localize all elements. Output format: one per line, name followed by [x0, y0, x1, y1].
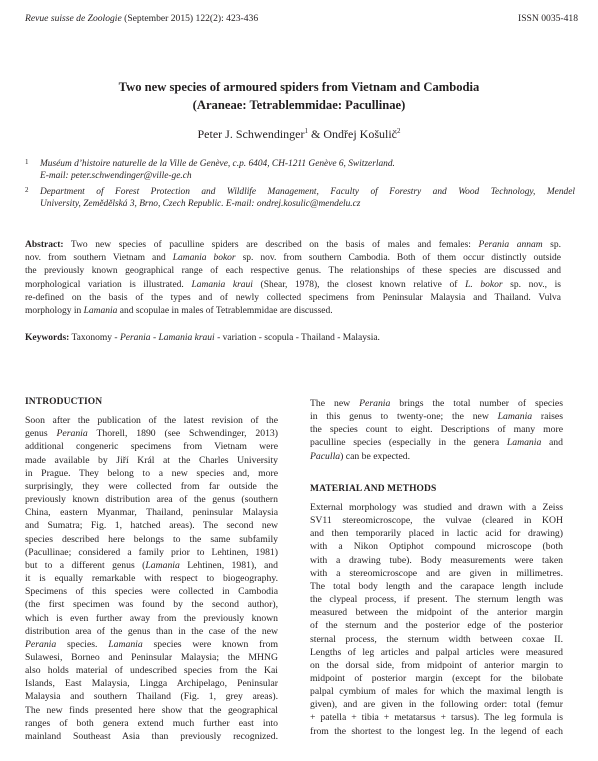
left-column	[25, 396, 278, 743]
species-name: L. bokor	[465, 279, 503, 290]
author-separator: &	[307, 127, 324, 141]
text-line: given), and are given in the following order: total (femur	[310, 699, 563, 711]
abstract-line: morphological variation is illustrated. Lamania kraui (Shear, 1978), the closest known relative of L. bokor sp. nov., is	[25, 279, 562, 290]
article-title	[20, 79, 578, 114]
introduction-heading: INTRODUCTION	[25, 397, 103, 407]
text-line: in Prague. They belong to a new species and, more	[25, 467, 278, 479]
affiliation-2-line-2: University, Zemědělská 3, Brno, Czech Republic. E-mail: ondrej.kosulic@mendelu.cz	[40, 199, 361, 210]
text-line: from the shortest to the longest leg. In the legend of each	[310, 725, 563, 737]
text-line: + patella + tibia + metatarsus + tarsus). The leg formula is	[310, 712, 563, 724]
text-line: on the dorsal side, from midpoint of anterior margin to	[310, 659, 563, 671]
text-line: genus Perania Thorell, 1890 (see Schwendinger, 2013)	[25, 428, 278, 440]
text-line: palpal cymbium of males for which the maximal length is	[310, 686, 563, 698]
text-line: Paculla) can be expected.	[310, 450, 411, 462]
abstract-line: nov. from southern Vietnam and Lamania bokor sp. nov. from southern Cambodia. Both of them occur distinctly outside	[25, 253, 561, 264]
text-line: and then temporarily placed in lactic acid for drawing)	[310, 528, 563, 540]
text-line: SV11 stereomicroscope, the vulvae (cleared in KOH	[310, 515, 563, 527]
species-name: Lamania kraui	[191, 279, 253, 290]
running-head	[25, 12, 578, 26]
abstract-label: Abstract:	[25, 240, 64, 250]
author-2: Ondřej Košulič	[323, 127, 397, 141]
abstract-line: Abstract: Two new species of paculline spiders are described on the basis of males and females: Perania annam sp.	[25, 240, 561, 250]
text-line: mainland Southeast Asia than previously recognized.	[25, 730, 278, 742]
methods-heading: MATERIAL AND METHODS	[310, 483, 437, 494]
text-line: Specimens of this species were collected in Cambodia	[25, 586, 278, 598]
text-line: Perania species. Lamania species were known from	[25, 638, 278, 650]
author-2-affiliation: 2	[396, 127, 401, 135]
text-line: previously known distribution area of the genus (southern	[25, 494, 278, 506]
text-line: but to a different genus (Lamania Lehtinen, 1981), and	[25, 559, 278, 571]
text-line: the clypeal process, if present. The sternum length was	[310, 594, 563, 606]
affiliation-2-line-1: Department of Forest Protection and Wildlife Management, Faculty of Forestry and Wood Technology, Mendel	[40, 187, 575, 197]
authors	[20, 126, 578, 142]
text-line: made available by Jiří Král at the Charles University	[25, 454, 278, 466]
issn: ISSN 0035-418	[518, 13, 578, 24]
text-line: (the first specimen was found by the second author),	[25, 599, 278, 611]
genus-name: Lamania	[83, 306, 118, 317]
text-line: which is even further away from the previously known	[25, 612, 278, 624]
text-line: surprisingly, they were collected from far outside the	[25, 480, 278, 492]
text-line: (Pacullinae; considered a family prior to Lehtinen, 1981)	[25, 546, 278, 558]
affiliation-1-line-1: Muséum d’histoire naturelle de la Ville de Genève, c.p. 6404, CH-1211 Genève 6, Switzerland.	[40, 159, 395, 169]
text-line: with a drawing tube). Body measurements were taken	[310, 554, 563, 566]
text-line: and Sumatra; Fig. 1, hatched areas). The second new	[25, 520, 278, 532]
text-line: ranges of both genera extend much further east into	[25, 717, 278, 729]
text-line: China, eastern Myanmar, Thailand, peninsular Malaysia	[25, 507, 278, 519]
section-gap	[310, 463, 563, 476]
section-gap	[310, 476, 563, 483]
text-line: distribution area of the genus than in the case of the new	[25, 625, 278, 637]
text-line: Malaysia and southern Thailand (Fig. 1, grey areas).	[25, 691, 278, 703]
text-line: in this genus to twenty-one; the new Lamania raises	[310, 411, 563, 423]
text-line: with a Nikon Optiphot compound microscope (both	[310, 541, 563, 553]
affiliation-1	[25, 158, 575, 183]
text-line: also holds material of undescribed species from the Kai	[25, 665, 278, 677]
text-line: the species count to eight. Descriptions of many more	[310, 424, 563, 436]
text-line: it is equally remarkable with respect to biogeography.	[25, 573, 278, 585]
text-line: The total body length and the carapace length include	[310, 580, 563, 592]
journal-name: Revue suisse de Zoologie	[25, 13, 122, 24]
keywords: Keywords: Taxonomy - Perania - Lamania kraui - variation - scopula - Thailand - Malaysia.	[25, 333, 380, 343]
text-line: of the sternum and the posterior edge of the posterior	[310, 620, 563, 632]
author-1: Peter J. Schwendinger	[197, 127, 305, 141]
text-line: External morphology was studied and drawn with a Zeiss	[310, 501, 563, 513]
text-line: Soon after the publication of the latest revision of the	[25, 415, 278, 427]
keywords-label: Keywords:	[25, 333, 70, 343]
text-line: The new finds presented here show that the geographical	[25, 704, 278, 716]
text-line: with a stereomicroscope and are given in millimetres.	[310, 567, 563, 579]
text-line: The new Perania brings the total number of species	[310, 398, 563, 409]
abstract	[25, 239, 561, 318]
text-line: Islands, East Malaysia, Lingga Archipelago, Peninsular	[25, 678, 278, 690]
text-line: species described here belongs to the same subfamily	[25, 533, 278, 545]
title-line-2: (Araneae: Tetrablemmidae: Pacullinae)	[192, 97, 406, 112]
affiliation-2	[25, 186, 575, 211]
journal-issue: (September 2015) 122(2): 423-436	[124, 13, 259, 24]
text-line: measured between the midpoint of the anterior margin	[310, 607, 563, 619]
abstract-line: the previously known geographical range of each respective genus. The relationships of these species are discussed and	[25, 266, 561, 277]
journal-citation	[25, 12, 258, 26]
author-1-affiliation: 1	[304, 127, 308, 135]
affiliation-1-number: 1	[25, 158, 29, 166]
abstract-line: morphology in Lamania and scopulae in males of Tetrablemmidae are discussed.	[25, 306, 333, 317]
title-line-1: Two new species of armoured spiders from Vietnam and Cambodia	[118, 80, 480, 94]
affiliation-1-email: E-mail: peter.schwendinger@ville-ge.ch	[40, 171, 192, 182]
abstract-line: re-defined on the basis of the types and of newly collected specimens from Peninsular Malaysia and Thailand. Vulva	[25, 292, 561, 303]
species-name: Lamania bokor	[172, 253, 236, 264]
text-line: midpoint of posterior margin (except for the bilobate	[310, 672, 563, 684]
affiliation-2-number: 2	[25, 186, 29, 194]
text-line: paculline species (especially in the genera Lamania and	[310, 437, 563, 449]
species-name: Perania annam	[478, 240, 543, 250]
text-line: Lengths of leg articles and palpal articles were measured	[310, 646, 563, 658]
text-line: additional congeneric specimens from Vietnam were	[25, 441, 278, 453]
right-column	[310, 397, 563, 738]
text-line: sternal process, the sternum width between coxae II.	[310, 633, 563, 645]
text-line: Sulawesi, Borneo and Peninsular Malaysia; the MHNG	[25, 651, 278, 663]
